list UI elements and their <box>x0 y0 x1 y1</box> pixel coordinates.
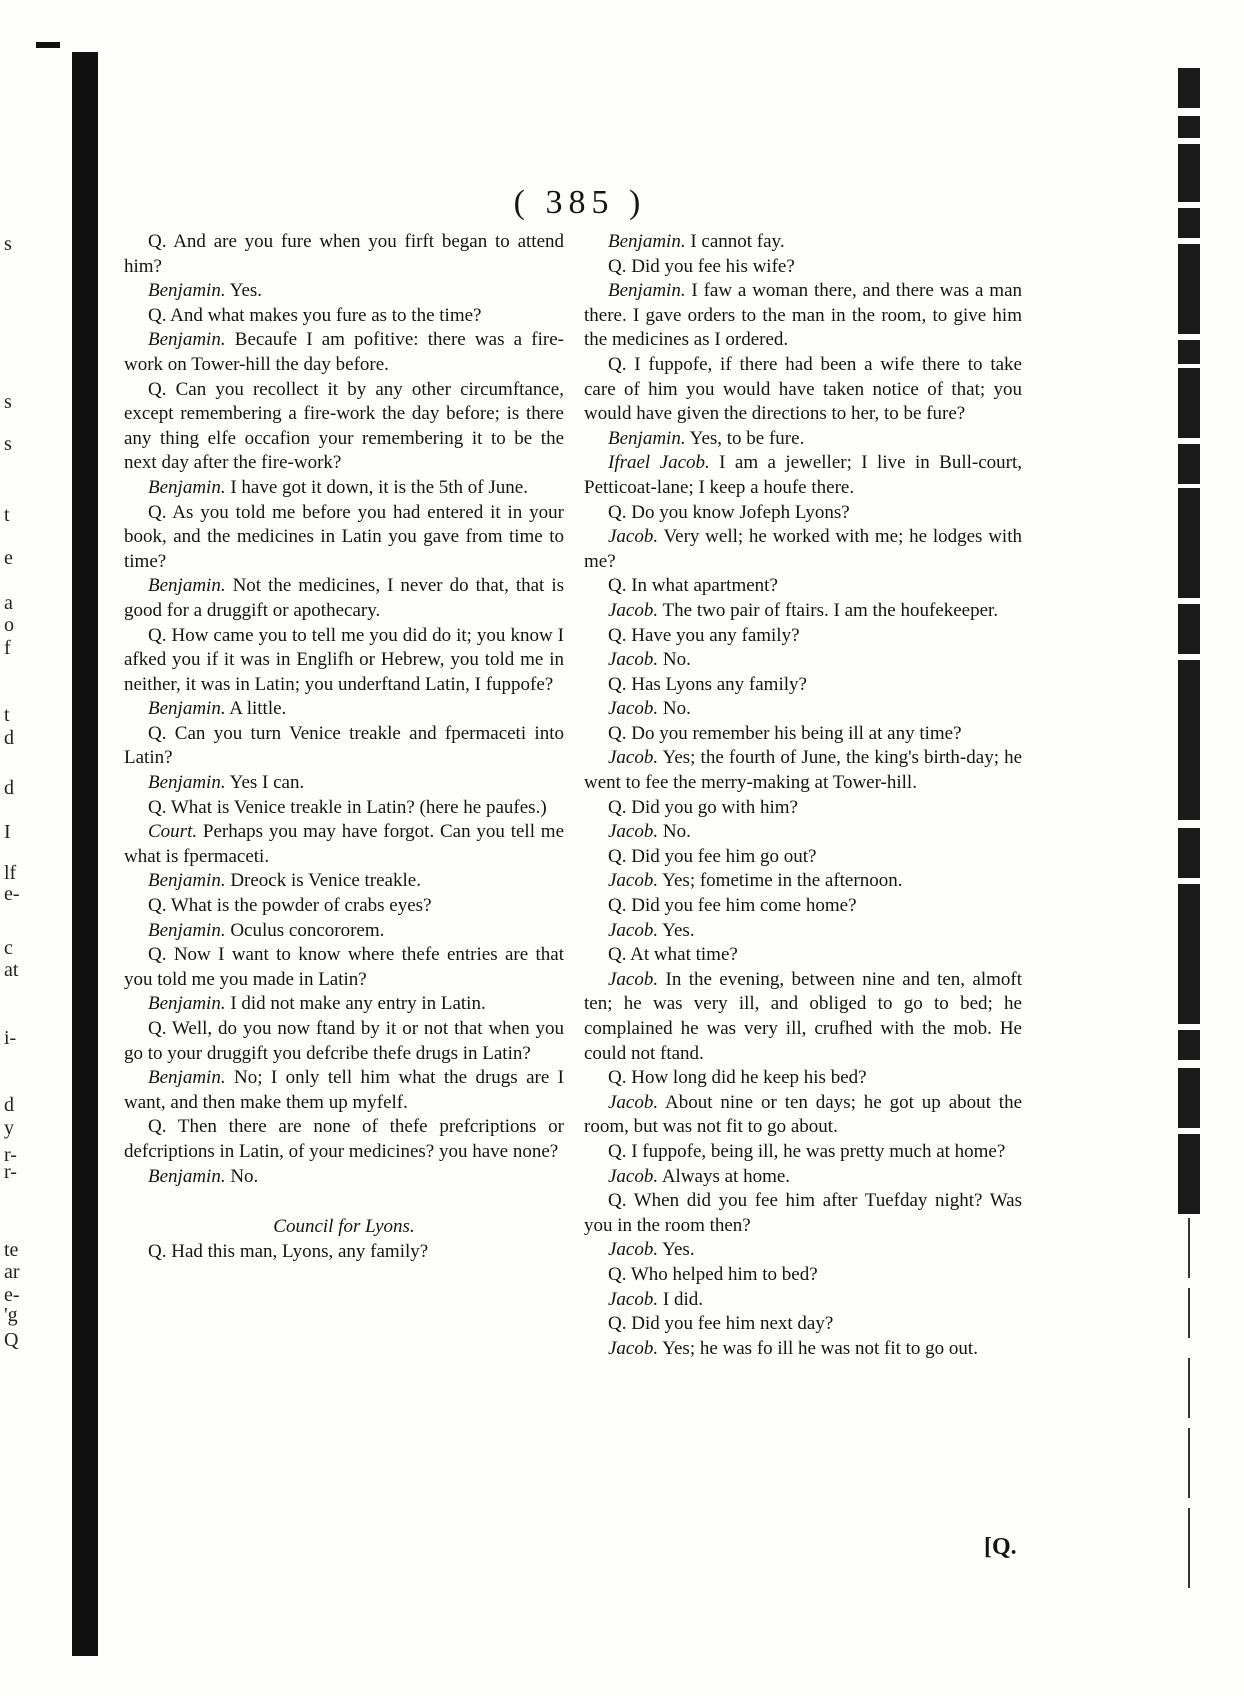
dialogue-text: Yes. <box>662 1239 695 1261</box>
speaker-name: Jacob. <box>608 1165 659 1187</box>
dialogue-line <box>584 427 1022 452</box>
dialogue-text: Q. And are you fure when you firft began to attend him? <box>124 231 564 277</box>
margin-fragment: Q <box>4 1329 19 1351</box>
section-heading: Council for Lyons. <box>273 1216 415 1238</box>
right-column <box>584 230 1022 1361</box>
dialogue-line <box>584 820 1022 845</box>
dialogue-line <box>584 574 1022 599</box>
dialogue-text: I cannot fay. <box>690 231 785 252</box>
right-page-edge <box>1178 68 1206 1628</box>
margin-fragment: I <box>4 821 11 843</box>
edge-segment <box>1178 660 1200 820</box>
dialogue-text: Becaufe I am pofitive: there was a fire-work on Tower-hill the day before. <box>124 329 564 375</box>
dialogue-line <box>584 1337 1022 1362</box>
dialogue-text: Yes; fometime in the afternoon. <box>662 870 903 892</box>
dialogue-line <box>124 501 564 575</box>
dialogue-line <box>124 1115 564 1164</box>
speaker-name: Benjamin. <box>148 329 226 351</box>
margin-fragment: r- <box>4 1161 17 1183</box>
dialogue-text: Q. Then there are none of thefe prefcriptions or defcriptions in Latin, of your medicines? you have none? <box>124 1116 564 1162</box>
dialogue-text: Q. In what apartment? <box>608 575 778 597</box>
edge-segment <box>1178 340 1200 364</box>
dialogue-text: Q. Had this man, Lyons, any family? <box>148 1240 429 1262</box>
edge-line <box>1188 1358 1190 1418</box>
edge-segment <box>1178 144 1200 202</box>
dialogue-text: Q. Can you recollect it by any other circumftance, except remembering a fire-work the day before; is there any thing elfe occafion your remembering it to be the next day after the fire-work? <box>124 378 564 474</box>
dialogue-text: Q. Do you know Jofeph Lyons? <box>608 501 850 523</box>
speaker-name: Jacob. <box>608 1239 659 1261</box>
dialogue-line <box>584 943 1022 968</box>
left-column <box>124 230 564 1264</box>
dialogue-text: Q. How came you to tell me you did do it; you know I afked you if it was in Englifh or Hebrew, you told me in neither, it was in Latin; you underftand Latin, I fuppofe? <box>124 624 564 695</box>
dialogue-line <box>124 279 564 304</box>
left-margin-bleed <box>0 0 40 1696</box>
dialogue-text: Yes. <box>229 280 263 302</box>
speaker-name: Benjamin. <box>148 772 226 794</box>
speaker-name: Ifrael Jacob. <box>608 452 710 474</box>
dialogue-line <box>584 255 1022 280</box>
dialogue-line <box>584 1312 1022 1337</box>
dialogue-line <box>124 624 564 698</box>
dialogue-line <box>124 476 564 501</box>
dialogue-line <box>584 353 1022 427</box>
dialogue-text: Q. Did you fee him next day? <box>608 1313 834 1335</box>
speaker-name: Jacob. <box>608 526 659 548</box>
edge-line <box>1188 1218 1190 1278</box>
dialogue-text: About nine or ten days; he got up about the room, but was not fit to go about. <box>584 1091 1023 1138</box>
catchword: [Q. <box>984 1534 1017 1560</box>
dialogue-line <box>584 968 1022 1066</box>
dialogue-line <box>124 722 564 771</box>
dialogue-text: No. <box>662 649 691 671</box>
dialogue-line <box>124 992 564 1017</box>
margin-fragment: t <box>4 704 10 726</box>
dialogue-line <box>124 574 564 623</box>
margin-fragment: e- <box>4 1284 20 1306</box>
dialogue-text: Q. I fuppofe, if there had been a wife there to take care of him you would have taken notice of that; you would have given the directions to her, to be fure? <box>584 353 1022 425</box>
margin-fragment: s <box>4 233 12 255</box>
dialogue-text: Not the medicines, I never do that, that is good for a druggift or apothecary. <box>124 575 564 621</box>
dialogue-line <box>584 919 1022 944</box>
dialogue-text: I have got it down, it is the 5th of June. <box>230 476 528 498</box>
speaker-name: Jacob. <box>608 870 659 892</box>
dialogue-line <box>584 894 1022 919</box>
dialogue-text: Q. Who helped him to bed? <box>608 1263 818 1285</box>
edge-segment <box>1178 884 1200 1024</box>
dialogue-text: No. <box>662 698 691 720</box>
dialogue-line <box>124 894 564 919</box>
speaker-name: Jacob. <box>608 919 659 941</box>
margin-fragment: i- <box>4 1027 17 1049</box>
dialogue-text: No. <box>662 821 691 843</box>
edge-line <box>1188 1428 1190 1498</box>
dialogue-line <box>124 378 564 476</box>
speaker-name: Jacob. <box>608 1337 659 1359</box>
speaker-name: Jacob. <box>608 1288 659 1310</box>
dialogue-line <box>584 648 1022 673</box>
speaker-name: Benjamin. <box>148 1067 226 1089</box>
speaker-name: Jacob. <box>608 698 659 720</box>
margin-fragment: d <box>4 727 14 749</box>
edge-segment <box>1178 828 1200 878</box>
margin-fragment: y <box>4 1117 14 1139</box>
dialogue-text: I did. <box>662 1288 703 1310</box>
dialogue-text: No. <box>230 1165 259 1187</box>
dialogue-text: Q. At what time? <box>608 944 738 966</box>
dialogue-line <box>584 1263 1022 1288</box>
edge-segment <box>1178 1068 1200 1128</box>
dialogue-text: Q. And what makes you fure as to the time? <box>148 304 482 326</box>
margin-fragment: c <box>4 937 13 959</box>
speaker-name: Jacob. <box>608 1091 659 1113</box>
dialogue-line <box>584 869 1022 894</box>
speaker-name: Jacob. <box>608 968 659 990</box>
dialogue-text: Q. What is Venice treakle in Latin? (here he paufes.) <box>148 796 547 818</box>
dialogue-text: Yes. <box>662 919 695 941</box>
edge-segment <box>1178 116 1200 138</box>
speaker-name: Jacob. <box>608 747 659 769</box>
dialogue-text: Q. Can you turn Venice treakle and fpermaceti into Latin? <box>124 722 564 769</box>
margin-fragment: d <box>4 777 14 799</box>
margin-fragment: t <box>4 504 10 526</box>
speaker-name: Benjamin. <box>148 280 226 302</box>
dialogue-line <box>584 279 1022 353</box>
dialogue-line <box>584 845 1022 870</box>
dialogue-text: Q. Well, do you now ftand by it or not that when you go to your druggift you defcribe thefe drugs in Latin? <box>124 1018 564 1064</box>
dialogue-text: Q. Did you fee him come home? <box>608 895 857 917</box>
edge-segment <box>1178 244 1200 334</box>
dialogue-text: Q. I fuppofe, being ill, he was pretty much at home? <box>608 1140 1006 1162</box>
dialogue-text: Q. Did you fee his wife? <box>608 255 795 277</box>
edge-segment <box>1178 368 1200 438</box>
dialogue-line <box>124 697 564 722</box>
edge-segment <box>1178 1030 1200 1060</box>
edge-segment <box>1178 604 1200 654</box>
dialogue-text: I faw a woman there, and there was a man there. I gave orders to the man in the room, to give him the medicines as I ordered. <box>584 280 1022 351</box>
dialogue-text: Q. When did you fee him after Tuefday night? Was you in the room then? <box>584 1190 1022 1236</box>
speaker-name: Benjamin. <box>148 575 226 597</box>
dialogue-line <box>124 1017 564 1066</box>
dialogue-line <box>124 919 564 944</box>
speaker-name: Benjamin. <box>608 427 686 449</box>
dialogue-text: Yes I can. <box>229 772 305 794</box>
dialogue-text: Always at home. <box>661 1165 791 1187</box>
margin-fragment: d <box>4 1094 14 1116</box>
edge-line <box>1188 1508 1190 1588</box>
dialogue-line <box>584 1140 1022 1165</box>
dialogue-line <box>584 697 1022 722</box>
margin-fragment: s <box>4 433 12 455</box>
dialogue-text: A little. <box>229 698 287 720</box>
dialogue-line <box>124 869 564 894</box>
dialogue-line <box>124 1240 564 1265</box>
page-number: ( 385 ) <box>513 184 647 221</box>
dialogue-text: Q. As you told me before you had entered it in your book, and the medicines in Latin you gave from time to time? <box>124 501 564 572</box>
dialogue-line <box>584 1238 1022 1263</box>
margin-fragment: at <box>4 959 19 981</box>
speaker-name: Benjamin. <box>148 1165 226 1187</box>
dialogue-text: I am a jeweller; I live in Bull-court, Petticoat-lane; I keep a houfe there. <box>584 452 1022 498</box>
margin-fragment: e <box>4 547 13 569</box>
speaker-name: Benjamin. <box>608 231 686 252</box>
dialogue-text: Yes; the fourth of June, the king's birth-day; he went to fee the merry-making at Tower-hill. <box>584 747 1023 794</box>
dialogue-line <box>124 328 564 377</box>
speaker-name: Jacob. <box>608 599 659 621</box>
dialogue-line <box>584 1165 1022 1190</box>
dialogue-line <box>124 1066 564 1115</box>
speaker-name: Benjamin. <box>148 476 226 498</box>
speaker-name: Benjamin. <box>148 919 226 941</box>
margin-fragment: s <box>4 391 12 413</box>
dialogue-line <box>584 1091 1022 1140</box>
dialogue-line <box>584 746 1022 795</box>
speaker-name: Court. <box>148 821 198 843</box>
dialogue-line <box>584 451 1022 500</box>
speaker-name: Jacob. <box>608 821 659 843</box>
dialogue-text: In the evening, between nine and ten, almoft ten; he was very ill, and obliged to go to bed; he complained he was very ill, crufhed with the mob. He could not ftand. <box>584 968 1023 1064</box>
dialogue-line <box>124 820 564 869</box>
dialogue-text: Q. Has Lyons any family? <box>608 673 807 695</box>
speaker-name: Jacob. <box>608 649 659 671</box>
dialogue-text: Dreock is Venice treakle. <box>230 870 421 892</box>
edge-segment <box>1178 208 1200 238</box>
dialogue-text: Q. Did you go with him? <box>608 796 798 818</box>
dialogue-line <box>584 230 1022 255</box>
dialogue-line <box>584 1288 1022 1313</box>
dialogue-line <box>124 1165 564 1190</box>
margin-fragment: a <box>4 592 13 614</box>
edge-line <box>1188 1288 1190 1338</box>
binding-shadow <box>72 52 98 1656</box>
speaker-name: Benjamin. <box>608 280 686 302</box>
dialogue-line <box>584 525 1022 574</box>
dialogue-line <box>124 796 564 821</box>
dialogue-text: Q. Do you remember his being ill at any time? <box>608 722 962 744</box>
dialogue-text: Oculus concororem. <box>230 919 385 941</box>
edge-segment <box>1178 1134 1200 1214</box>
dialogue-line <box>584 796 1022 821</box>
dialogue-line <box>584 624 1022 649</box>
dialogue-text: Q. Now I want to know where thefe entries are that you told me you made in Latin? <box>124 944 564 990</box>
dialogue-line <box>584 722 1022 747</box>
dialogue-line <box>124 230 564 279</box>
margin-fragment: 'g <box>4 1304 18 1326</box>
dialogue-text: Yes; he was fo ill he was not fit to go out. <box>662 1337 978 1359</box>
margin-fragment: o <box>4 614 14 636</box>
dialogue-text: Very well; he worked with me; he lodges with me? <box>584 526 1022 572</box>
dialogue-text: Q. What is the powder of crabs eyes? <box>148 895 432 917</box>
dialogue-text: I did not make any entry in Latin. <box>230 993 486 1015</box>
edge-segment <box>1178 488 1200 598</box>
dialogue-text: Q. Did you fee him go out? <box>608 845 817 867</box>
margin-fragment: ar <box>4 1261 20 1283</box>
dialogue-line <box>124 943 564 992</box>
margin-fragment: e- <box>4 883 20 905</box>
margin-fragment: lf <box>4 862 17 884</box>
dialogue-line <box>584 501 1022 526</box>
dialogue-text: The two pair of ftairs. I am the houfekeeper. <box>662 599 999 621</box>
dialogue-line <box>584 673 1022 698</box>
edge-segment <box>1178 444 1200 484</box>
dialogue-text: Yes, to be fure. <box>689 427 805 449</box>
dialogue-text: Q. Have you any family? <box>608 624 800 646</box>
dialogue-text: Q. How long did he keep his bed? <box>608 1067 867 1089</box>
speaker-name: Benjamin. <box>148 698 226 720</box>
dialogue-text: No; I only tell him what the drugs are I want, and then make them up myfelf. <box>124 1067 565 1113</box>
speaker-name: Benjamin. <box>148 993 226 1015</box>
dialogue-line <box>124 304 564 329</box>
dialogue-line <box>584 599 1022 624</box>
dialogue-text: Perhaps you may have forgot. Can you tell me what is fpermaceti. <box>124 821 564 867</box>
dialogue-line <box>584 1189 1022 1238</box>
dialogue-line <box>124 771 564 796</box>
margin-fragment: r- <box>4 1144 17 1166</box>
margin-fragment: f <box>4 637 11 659</box>
edge-segment <box>1178 68 1200 108</box>
dialogue-line <box>584 1066 1022 1091</box>
margin-fragment: te <box>4 1239 19 1261</box>
speaker-name: Benjamin. <box>148 870 226 892</box>
